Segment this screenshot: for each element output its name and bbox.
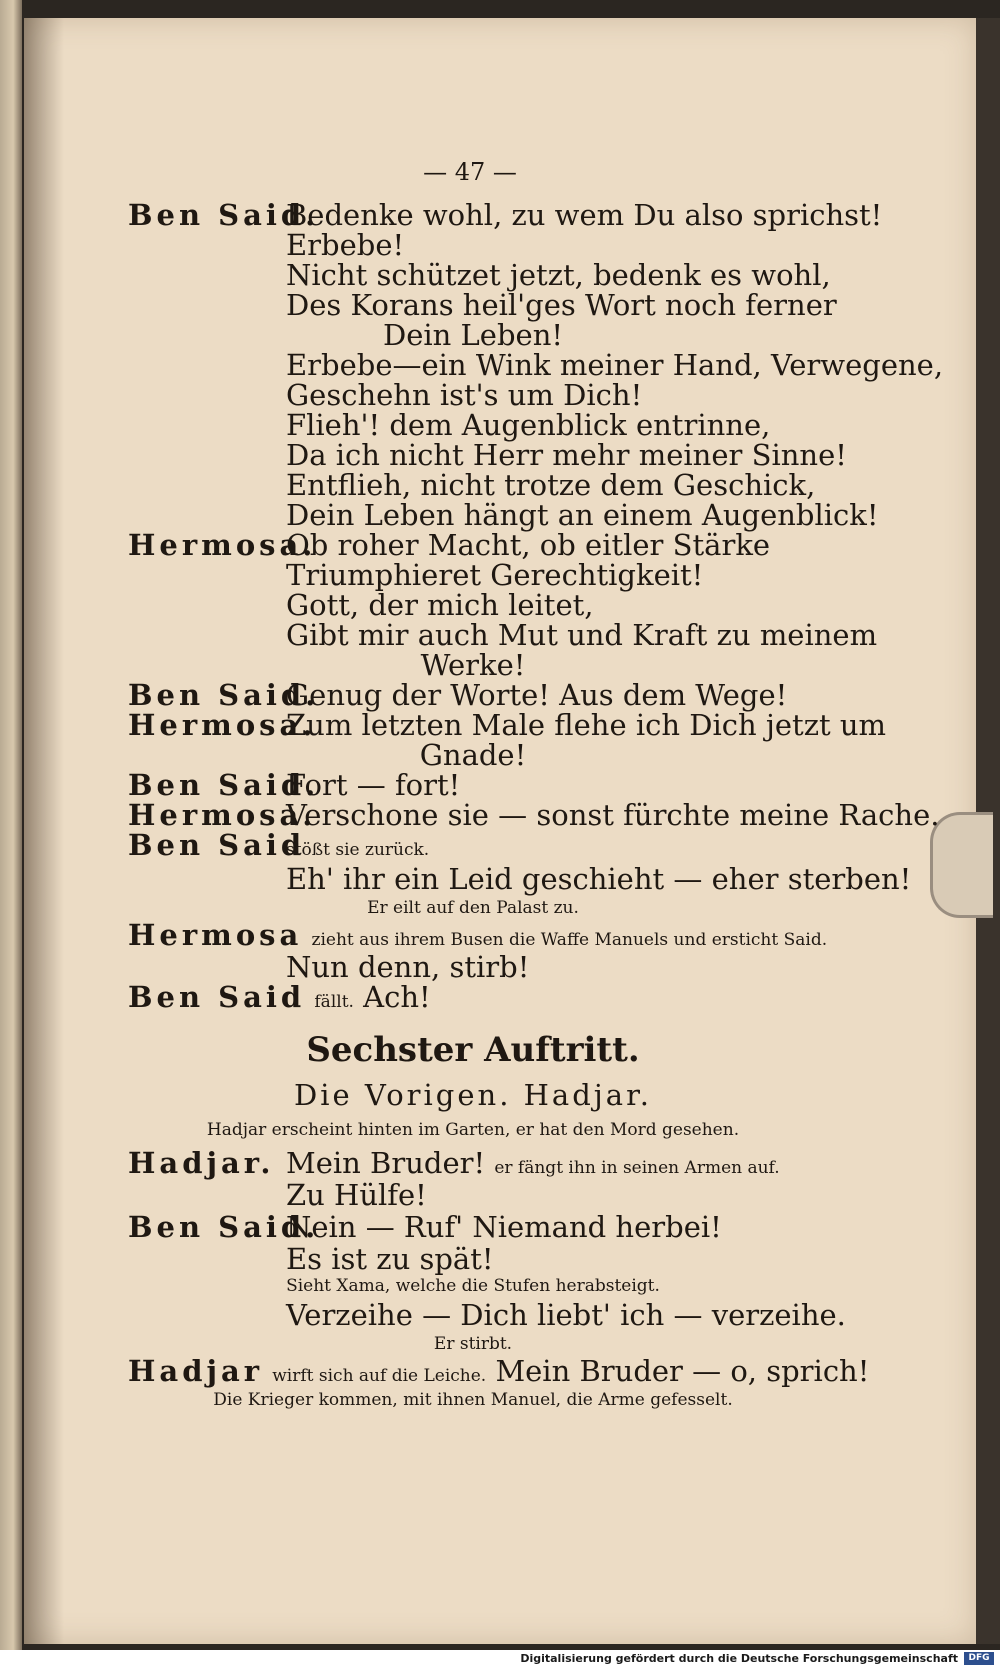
digitization-footer: [0, 1650, 1000, 1668]
speaker: Ben Said.: [128, 768, 320, 802]
verse-line: Des Korans heil'ges Wort noch ferner: [286, 288, 837, 322]
stage-direction: Die Krieger kommen, mit ihnen Manuel, die Arme gefesselt.: [213, 1390, 733, 1410]
verse: Nein — Ruf' Niemand herbei!: [286, 1210, 722, 1244]
verse: Fort — fort!: [286, 768, 461, 802]
verse-line: Gibt mir auch Mut und Kraft zu meinem: [286, 618, 878, 652]
verse-line: Dein Leben hängt an einem Augenblick!: [286, 498, 879, 532]
speaker: Hermosa.: [128, 528, 317, 562]
dialogue-line: [128, 680, 818, 710]
speaker: Ben Said.: [128, 678, 320, 712]
verse: Zum letzten Male flehe ich Dich jetzt um: [286, 708, 887, 742]
stage-direction: stößt sie zurück.: [286, 840, 430, 860]
verse: Bedenke wohl, zu wem Du also sprichst!: [286, 198, 883, 232]
dfg-logo: DFG: [964, 1652, 994, 1665]
dialogue-line: [128, 708, 887, 742]
verse-line: Zu Hülfe!: [286, 1178, 427, 1212]
verse-line: Eh' ihr ein Leid geschieht — eher sterben!: [286, 862, 912, 896]
dialogue-line: [128, 770, 818, 800]
stage-direction: Hadjar erscheint hinten im Garten, er hat den Mord gesehen.: [206, 1120, 740, 1140]
stage-direction: fällt.: [314, 992, 354, 1012]
verse-line: Triumphieret Gerechtigkeit!: [286, 558, 704, 592]
verse-line: Es ist zu spät!: [286, 1242, 494, 1276]
verse-line: Verzeihe — Dich liebt' ich — verzeihe.: [286, 1298, 846, 1332]
verse: Ob roher Macht, ob eitler Stärke: [286, 528, 771, 562]
stage-direction: Sieht Xama, welche die Stufen herabsteigt.: [286, 1276, 660, 1296]
verse-line: Gnade!: [419, 738, 527, 772]
verse-line: Nun denn, stirb!: [286, 950, 530, 984]
verse-line: Nicht schützet jetzt, bedenk es wohl,: [286, 258, 831, 292]
speaker: Ben Said.: [128, 1210, 320, 1244]
speaker: Hadjar.: [128, 1146, 275, 1180]
dialogue-line: [128, 198, 883, 232]
speaker: Ben Said.: [128, 198, 320, 232]
dialogue-line: [128, 1354, 870, 1391]
verse: Verschone sie — sonst fürchte meine Rache.: [286, 798, 940, 832]
verse-line: Geschehn ist's um Dich!: [286, 378, 643, 412]
dialogue-line: [128, 1148, 818, 1183]
footer-credit: Digitalisierung gefördert durch die Deutsche Forschungsgemeinschaft: [520, 1652, 958, 1665]
speaker: Ben Said: [128, 980, 306, 1014]
speaker: Ben Said: [128, 828, 306, 862]
stage-direction: zieht aus ihrem Busen die Waffe Manuels und ersticht Said.: [311, 930, 828, 950]
dialogue-line: [128, 830, 818, 865]
dialogue-line: [128, 1212, 818, 1242]
cast-list: Die Vorigen. Hadjar.: [294, 1078, 652, 1112]
dialogue-line: [128, 530, 818, 560]
page-number: — 47 —: [423, 158, 517, 186]
dialogue-line: [128, 982, 818, 1017]
scene-heading: Sechster Auftritt.: [306, 1030, 640, 1070]
stage-direction: wirft sich auf die Leiche.: [272, 1366, 487, 1386]
verse: Ach!: [363, 980, 431, 1014]
verse: Genug der Worte! Aus dem Wege!: [286, 678, 788, 712]
verse-line: Gott, der mich leitet,: [286, 588, 594, 622]
verse-line: Erbebe—ein Wink meiner Hand, Verwegene,: [286, 348, 944, 382]
stage-direction: er fängt ihn in seinen Armen auf.: [494, 1158, 780, 1178]
verse-line: Werke!: [420, 648, 526, 682]
verse: Mein Bruder!: [286, 1146, 486, 1180]
speaker: Hermosa: [128, 918, 303, 952]
stage-direction: Er stirbt.: [433, 1334, 513, 1354]
dialogue-line: [128, 798, 940, 832]
verse-line: Da ich nicht Herr mehr meiner Sinne!: [286, 438, 847, 472]
speaker: Hadjar: [128, 1354, 264, 1388]
speaker: Hermosa.: [128, 708, 317, 742]
verse: Mein Bruder — o, sprich!: [495, 1354, 870, 1388]
verse-line: Flieh'! dem Augenblick entrinne,: [286, 408, 771, 442]
speaker: Hermosa.: [128, 798, 317, 832]
verse-line: Erbebe!: [286, 228, 405, 262]
stage-direction: Er eilt auf den Palast zu.: [367, 898, 579, 918]
verse-line: Dein Leben!: [382, 318, 564, 352]
verse-line: Entflieh, nicht trotze dem Geschick,: [286, 468, 816, 502]
